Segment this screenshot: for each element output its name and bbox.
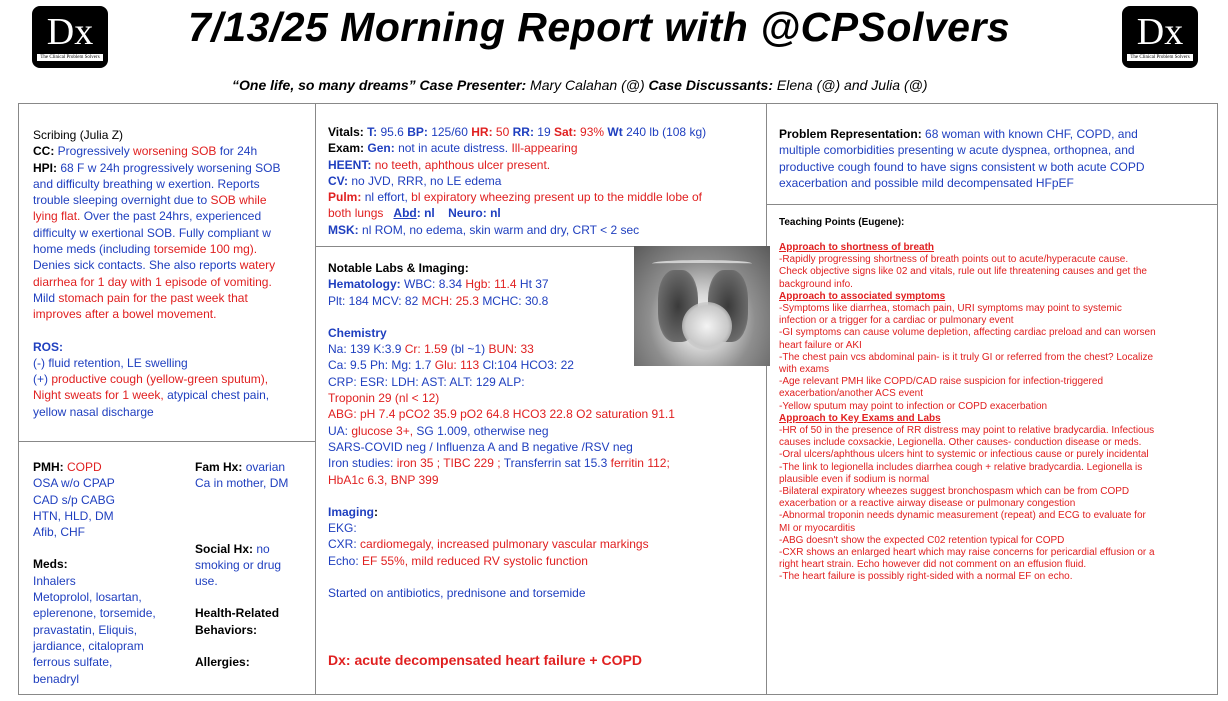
logo-right [1122,6,1198,68]
teaching-point-line: -HR of 50 in the presence of RR distress may point to relative bradycardia. Infectious [779,425,1155,437]
logo-dx-text: Dx [46,10,94,53]
med-item: benadryl [33,671,80,686]
ros-label: ROS: [33,339,63,354]
problem-representation [779,126,1211,191]
health-behaviors-label: Behaviors: [195,622,258,637]
teaching-point-line: plausible even if sodium is normal [779,473,930,485]
logo-subtext: The Clinical Problem Solvers [37,54,102,61]
logo-dx-text: Dx [1136,10,1184,53]
exam-line: MSK: nl ROM, no edema, skin warm and dry, CRT < 2 sec [328,222,640,237]
teaching-point-line: infection or a trigger for a cardiac or pulmonary event [779,315,1014,327]
pmh-line: PMH: COPD [33,460,102,474]
exam-labs-column [316,104,767,694]
exam-line: HEENT: no teeth, aphthous ulcer present. [328,157,551,172]
chem-line: Na: 139 K:3.9 Cr: 1.59 (bl ~1) BUN: 33 [328,342,534,357]
hpi-line: home meds (including torsemide 100 mg). [33,242,258,257]
chem-line: Troponin 29 (nl < 12) [328,391,440,406]
labs-section [328,260,760,601]
logo-subtext: The Clinical Problem Solvers [1127,54,1192,61]
hpi-line: Denies sick contacts. She also reports watery [33,258,276,273]
subtitle-quote: “One life, so many dreams” [232,77,416,93]
abg-line: ABG: pH 7.4 pCO2 35.9 pO2 64.8 HCO3 22.8 O2 saturation 91.1 [328,407,675,422]
iron-line: Iron studies: iron 35 ; TIBC 229 ; Transferrin sat 15.3 ferritin 112; [328,456,670,471]
med-item: ferrous sulfate, [33,655,113,670]
vitals-line: Vitals: T: 95.6 BP: 125/60 HR: 50 RR: 19 Sat: 93% Wt 240 lb (108 kg) [328,125,707,139]
social-hx-line: smoking or drug [195,557,282,572]
heme-line: Plt: 184 MCV: 82 MCH: 25.3 MCHC: 30.8 [328,293,549,308]
health-behaviors-label: Health-Related [195,606,280,621]
divider [767,204,1218,205]
teaching-point-line: -ABG doesn't show the expected C02 retention typical for COPD [779,534,1065,546]
teaching-point-line: -The chest pain vcs abdominal pain- is it truly GI or referred from the chest? Localize [779,351,1154,363]
med-item: pravastatin, Eliquis, [33,622,138,637]
problem-line: productive cough found to have signs consistent w both acute COPD [779,159,1145,174]
labs-title: Notable Labs & Imaging: [328,261,469,275]
diagnosis-line: Dx: acute decompensated heart failure + COPD [328,652,642,668]
social-section [195,459,313,670]
chem-label: Chemistry [328,325,387,340]
subtitle-discussants-label: Case Discussants: [648,77,774,93]
imaging-label: Imaging: [328,504,379,519]
teaching-point-line: Check objective signs like 02 and vitals, rule out life threatening causes and get the [779,266,1147,278]
teaching-point-line: heart failure or AKI [779,339,862,351]
teaching-points-list [779,242,1215,584]
meds-label: Meds: [33,557,68,572]
logo-left [32,6,108,68]
hpi-line: trouble sleeping overnight due to SOB while [33,193,267,208]
allergies-label: Allergies: [195,655,250,670]
problem-line: Problem Representation: 68 woman with known CHF, COPD, and [779,127,1138,141]
exam-line: both lungs Abd: nl Neuro: nl [328,206,501,221]
med-item: jardiance, citalopram [33,638,144,653]
med-item: eplerenone, torsemide, [33,606,156,621]
hpi-line: lying flat. Over the past 24hrs, experienced [33,209,262,224]
hpi-line: HPI: 68 F w 24h progressively worsening SOB [33,160,281,175]
teaching-point-heading: Approach to shortness of breath [779,242,935,253]
fam-hx-line: Ca in mother, DM [195,476,289,491]
teaching-point-line: -GI symptoms can cause volume depletion, affecting cardiac preload and can worsen [779,327,1156,339]
pmh-section [33,459,183,687]
subtitle-presenter-label: Case Presenter: [419,77,527,93]
treatment-line: Started on antibiotics, prednisone and torsemide [328,586,586,601]
teaching-point-line: -Rapidly progressing shortness of breath points out to acute/hyperacute cause. [779,254,1129,266]
problem-teaching-column [767,104,1218,694]
pmh-item: CAD s/p CABG [33,492,116,507]
teaching-point-heading: Approach to associated symptoms [779,290,946,302]
report-frame [18,103,1218,695]
med-item: Metoprolol, losartan, [33,590,142,605]
hpi-line: diarrhea for 1 day with 1 episode of vomiting. [33,274,272,289]
pmh-item: OSA w/o CPAP [33,476,115,491]
teaching-point-line: -Yellow sputum may point to infection or COPD exacerbation [779,400,1048,412]
teaching-point-heading: Approach to Key Exams and Labs [779,412,941,424]
subtitle-discussants: Elena (@) and Julia (@) [776,77,928,93]
cxr-line: CXR: cardiomegaly, increased pulmonary vascular markings [328,537,649,552]
page-title: 7/13/25 Morning Report with @CPSolvers [188,4,1011,50]
ros-line: Night sweats for 1 week, atypical chest pain, [33,388,270,403]
teaching-point-line: exacerbation or a reactive airway disease or pulmonary congestion [779,498,1076,510]
teaching-points-label: Teaching Points (Eugene): [779,217,905,228]
vitals-exam-section [328,124,760,238]
teaching-point-line: exacerbation/another ACS event [779,388,923,400]
ros-line: yellow nasal discharge [33,404,154,419]
med-item: Inhalers [33,573,76,588]
chem-line: CRP: ESR: LDH: AST: ALT: 129 ALP: [328,374,525,389]
teaching-point-line: -Abnormal troponin needs dynamic measurement (repeat) and ECG to evaluate for [779,510,1146,522]
exam-line: Exam: Gen: not in acute distress. Ill-appearing [328,141,578,156]
hpi-line: improves after a bowel movement. [33,307,217,322]
teaching-point-line: -CXR shows an enlarged heart which may raise concerns for pericardial effusion or a [779,547,1155,559]
teaching-point-line: -The heart failure is possibly right-sided with a normal EF on echo. [779,571,1073,583]
teaching-point-line: MI or myocarditis [779,522,856,534]
echo-line: Echo: EF 55%, mild reduced RV systolic function [328,553,588,568]
subtitle-presenter: Mary Calahan (@) [530,77,645,93]
teaching-point-line: -Age relevant PMH like COPD/CAD raise suspicion for infection-triggered [779,376,1104,388]
ekg-line: EKG: [328,521,357,536]
teaching-point-line: causes include coxsackie, Legionella. Other causes- conduction disease or meds. [779,437,1142,449]
problem-line: exacerbation and possible mild decompensated HFpEF [779,175,1074,190]
teaching-point-line: with exams [779,364,830,376]
scribing-label: Scribing (Julia Z) [33,128,124,142]
social-hx-line: use. [195,574,218,589]
teaching-point-line: -Oral ulcers/aphthous ulcers hint to systemic or infectious cause or purely incidental [779,449,1149,461]
ros-line: (+) productive cough (yellow-green sputum), [33,372,269,387]
hba1c-bnp-line: HbA1c 6.3, BNP 399 [328,472,439,487]
hpi-line: difficulty w exertional SOB. Fully compliant w [33,225,271,240]
pmh-item: HTN, HLD, DM [33,508,114,523]
teaching-point-line: right heart strain. Echo however did not comment on an effusion fluid. [779,559,1087,571]
teaching-point-line: -Symptoms like diarrhea, stomach pain, URI symptoms may point to systemic [779,303,1122,315]
teaching-point-line: -The link to legionella includes diarrhea cough + relative bradycardia. Legionella is [779,461,1143,473]
ua-line: UA: glucose 3+, SG 1.009, otherwise neg [328,423,549,438]
teaching-point-line: -Bilateral expiratory wheezes suggest bronchospasm which can be from COPD [779,486,1130,498]
history-section [33,127,309,420]
fam-hx: Fam Hx: ovarian [195,460,286,474]
page-subtitle [232,77,928,93]
teaching-point-line: background info. [779,278,853,290]
divider [19,441,315,442]
problem-line: multiple comorbidities presenting w acute dyspnea, orthopnea, and [779,143,1135,158]
viral-panel-line: SARS-COVID neg / Influenza A and B negative /RSV neg [328,439,633,454]
pmh-item: Afib, CHF [33,525,86,540]
exam-line: Pulm: nl effort, bl expiratory wheezing present up to the middle lobe of [328,190,703,205]
social-hx: Social Hx: no [195,541,270,556]
history-column [19,104,316,694]
hpi-line: and difficulty breathing w exertion. Reports [33,176,260,191]
exam-line: CV: no JVD, RRR, no LE edema [328,173,502,188]
heme-line: Hematology: WBC: 8.34 Hgb: 11.4 Ht 37 [328,277,549,292]
chem-line: Ca: 9.5 Ph: Mg: 1.7 Glu: 113 Cl:104 HCO3: 22 [328,358,574,373]
ros-line: (-) fluid retention, LE swelling [33,355,188,370]
hpi-line: Mild stomach pain for the past week that [33,290,248,305]
chief-complaint: CC: Progressively worsening SOB for 24h [33,144,258,159]
